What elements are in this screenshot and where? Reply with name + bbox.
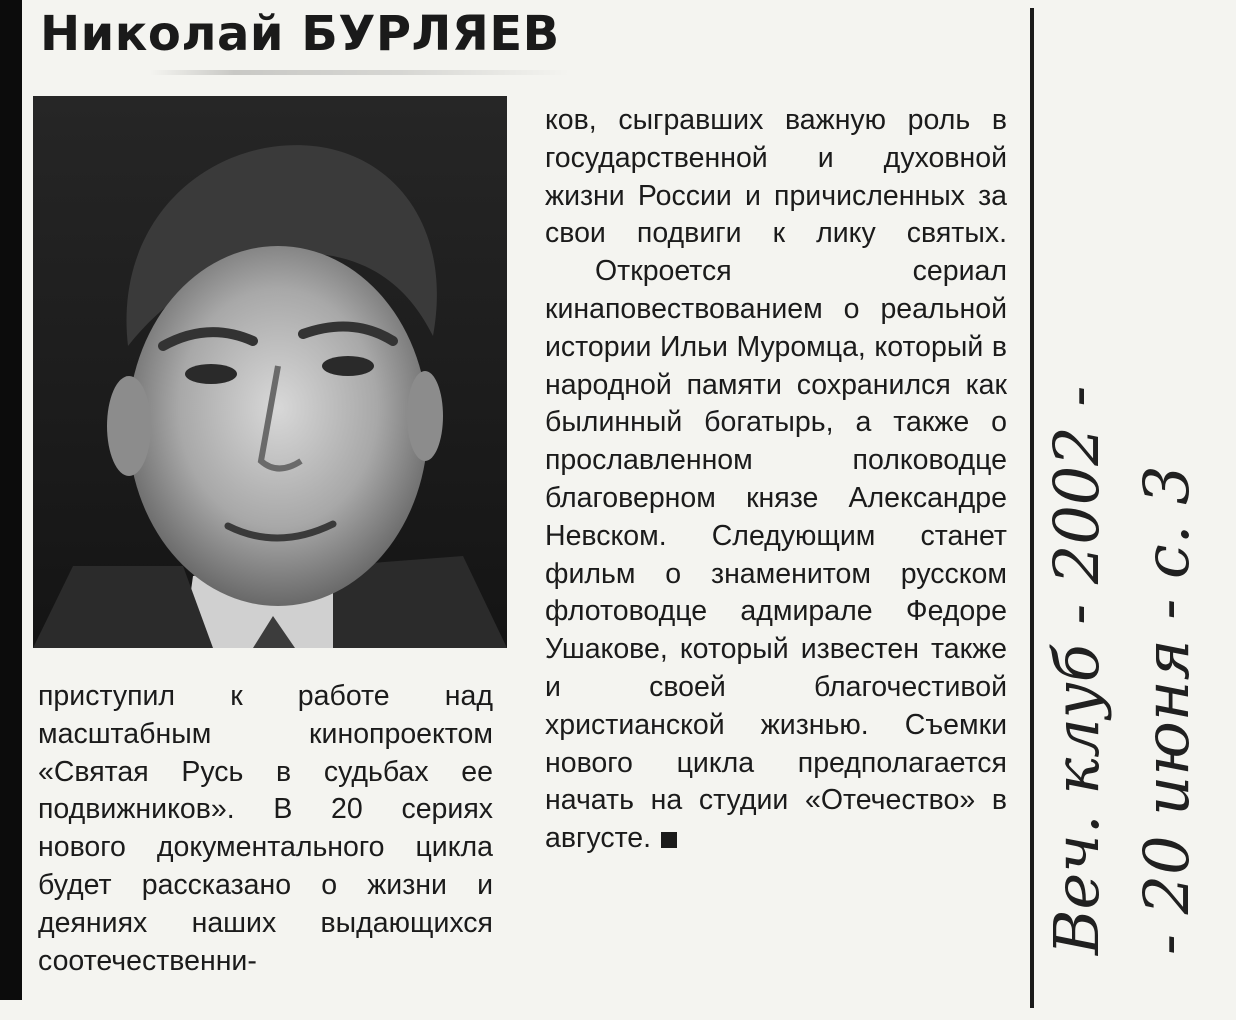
- handwritten-line: Веч. клуб - 2002 -: [1040, 385, 1113, 955]
- article-paragraph-text: Откроется сериал кинаповествованием о реальной истории Ильи Муромца, который в народной памяти сохранился как былинный богатырь, а также о прославленном полководце благоверном князе Александре Невском. Следующим станет фильм о знаменитом русском флотоводце адмирале Федоре Ушакове, который известен также и своей благочестивой христианской жизнью. Съемки нового цикла предполагается начать на студии «Отечество» в августе.: [545, 255, 1007, 855]
- column-divider-rule: [1030, 8, 1034, 1008]
- article-paragraph: ков, сыгравших важную роль в государственной и духовной жизни России и причисленных за свои подвиги к лику святых.: [545, 104, 1007, 250]
- article-right-column: [545, 102, 1007, 858]
- headline: Николай БУРЛЯЕВ: [40, 6, 560, 62]
- handwritten-line: - 20 июня - с. 3: [1130, 465, 1203, 955]
- left-border-rule: [0, 0, 22, 1000]
- article-paragraph: [545, 253, 1007, 858]
- end-of-article-mark: [661, 832, 677, 848]
- portrait-photo: [33, 96, 507, 648]
- article-left-column: приступил к работе над масштабным кинопроектом «Святая Русь в судьбах ее подвижников». В 20 сериях нового документального цикла будет рассказано о жизни и деяниях наших выдающихся соотечественни-: [38, 680, 493, 977]
- headline-underline: [150, 70, 570, 75]
